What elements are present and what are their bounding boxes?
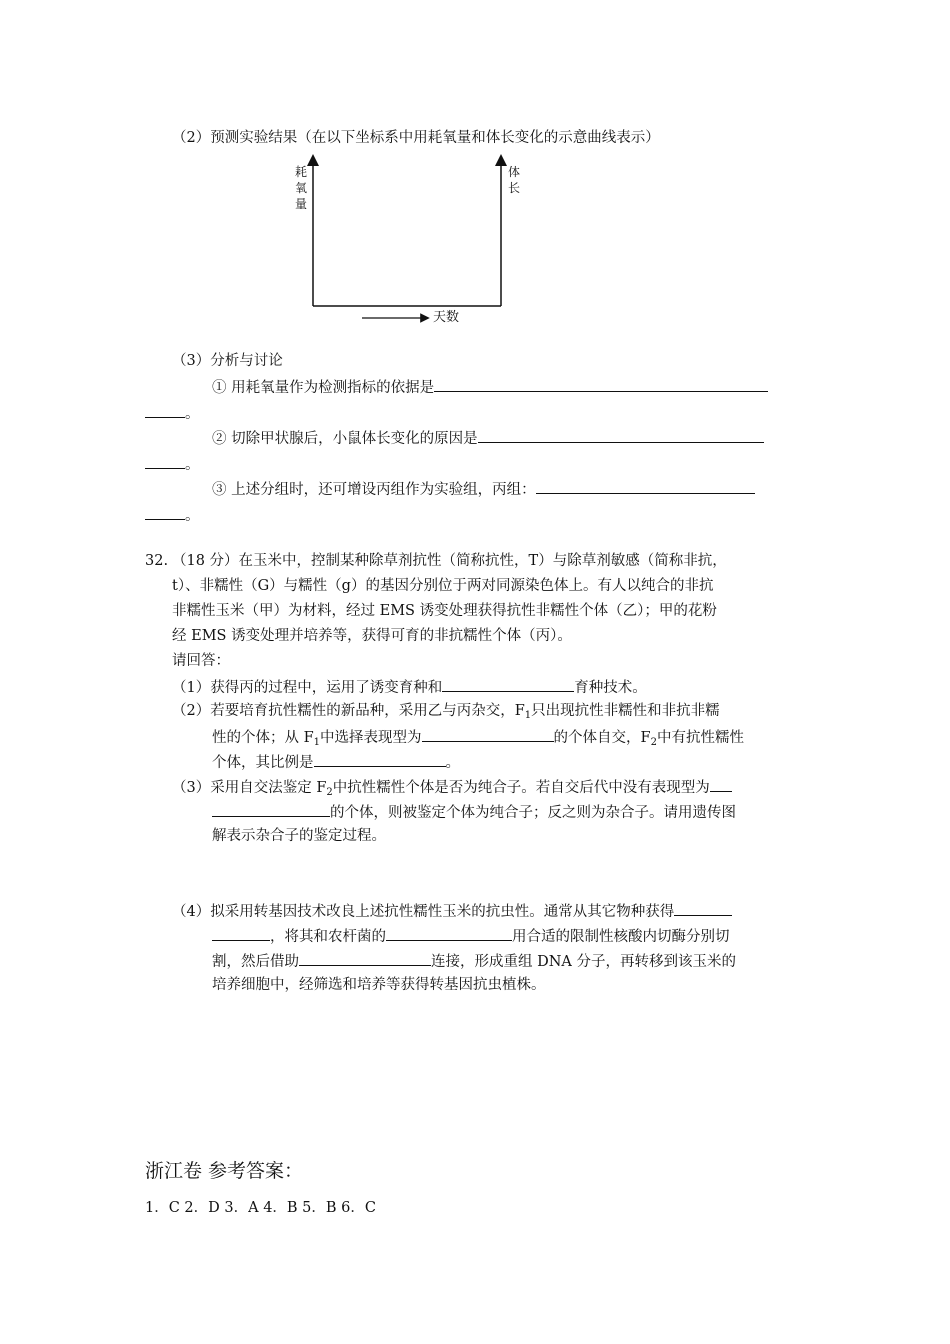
answer-blank[interactable] xyxy=(145,453,185,469)
q32-sub4-line2: ，将其和农杆菌的 用合适的限制性核酸内切酶分别切 xyxy=(212,925,730,947)
q32-number: 32. xyxy=(145,553,169,569)
answer-blank[interactable] xyxy=(674,900,732,916)
q32-sub3-line1: （3）采用自交法鉴定 $F_2$中抗性糯性个体是否为纯合子。若自交后代中没有表现型为 xyxy=(172,776,732,798)
q32-sub4-line1: （4）拟采用转基因技术改良上述抗性糯性玉米的抗虫性。通常从其它物种获得 xyxy=(172,900,732,922)
q32-sub2-line1: （2）若要培育抗性糯性的新品种，采用乙与丙杂交，$F_1$只出现抗性非糯性和非抗非糯 xyxy=(172,703,720,721)
q31-item3: ③ 上述分组时，还可增设丙组作为实验组，丙组： xyxy=(212,478,755,500)
answer-blank[interactable] xyxy=(314,751,446,767)
answer-blank[interactable] xyxy=(145,504,185,520)
q31-item1-cont: 。 xyxy=(145,402,200,424)
q32-sub4-line3: 割，然后借助 连接，形成重组 DNA 分子，再转移到该玉米的 xyxy=(212,950,736,972)
q32-line1: （18 分）在玉米中，控制某种除草剂抗性（简称抗性，T）与除草剂敏感（简称非抗， xyxy=(172,553,727,569)
q32-line4: 经 EMS 诱变处理并培养等，获得可育的非抗糯性个体（丙）。 xyxy=(172,628,572,644)
q31-item1: ① 用耗氧量作为检测指标的依据是 xyxy=(212,376,768,398)
q31-item2-cont: 。 xyxy=(145,453,200,475)
answer-blank[interactable] xyxy=(386,925,512,941)
q32-line2: t）、非糯性（G）与糯性（g）的基因分别位于两对同源染色体上。有人以纯合的非抗 xyxy=(172,578,714,594)
answer-blank[interactable] xyxy=(710,776,732,792)
answers-line: 1．C 2．D 3．A 4．B 5．B 6．C xyxy=(145,1200,376,1216)
answer-blank[interactable] xyxy=(434,376,768,392)
answer-blank[interactable] xyxy=(422,726,554,742)
y-axis-right-label: 体 长 xyxy=(507,165,520,195)
graph-axes xyxy=(0,0,950,340)
q31-item3-cont: 。 xyxy=(145,504,200,526)
answer-blank[interactable] xyxy=(299,950,431,966)
x-axis-label: 天数 xyxy=(433,310,460,325)
q32-sub2-line2: 性的个体；从 $F_1$中选择表现型为 的个体自交，$F_2$中有抗性糯性 xyxy=(212,726,744,748)
answer-blank[interactable] xyxy=(478,427,764,443)
answer-blank[interactable] xyxy=(212,801,330,817)
answer-blank[interactable] xyxy=(145,402,185,418)
answers-title: 浙江卷 参考答案： xyxy=(145,1160,304,1182)
q32-sub3-line2: 的个体，则被鉴定个体为纯合子；反之则为杂合子。请用遗传图 xyxy=(212,801,736,823)
q32-sub3-line3: 解表示杂合子的鉴定过程。 xyxy=(212,828,386,844)
q32-sub1: （1）获得丙的过程中，运用了诱变育种和 育种技术。 xyxy=(172,676,647,698)
q31-part3-text: （3）分析与讨论 xyxy=(172,353,283,369)
q31-part2-text: （2）预测实验结果（在以下坐标系中用耗氧量和体长变化的示意曲线表示） xyxy=(172,130,660,146)
q32-prompt: 请回答： xyxy=(172,653,230,669)
q31-item2: ② 切除甲状腺后，小鼠体长变化的原因是 xyxy=(212,427,764,449)
answer-blank[interactable] xyxy=(212,925,270,941)
y-axis-left-label: 耗 氧 量 xyxy=(294,165,307,211)
q32-sub2-line3: 个体，其比例是 。 xyxy=(212,751,460,773)
answer-blank[interactable] xyxy=(536,478,755,494)
q32-line3: 非糯性玉米（甲）为材料，经过 EMS 诱变处理获得抗性非糯性个体（乙）；甲的花粉 xyxy=(172,603,717,619)
q32-sub4-line4: 培养细胞中，经筛选和培养等获得转基因抗虫植株。 xyxy=(212,977,546,993)
answer-blank[interactable] xyxy=(442,676,574,692)
